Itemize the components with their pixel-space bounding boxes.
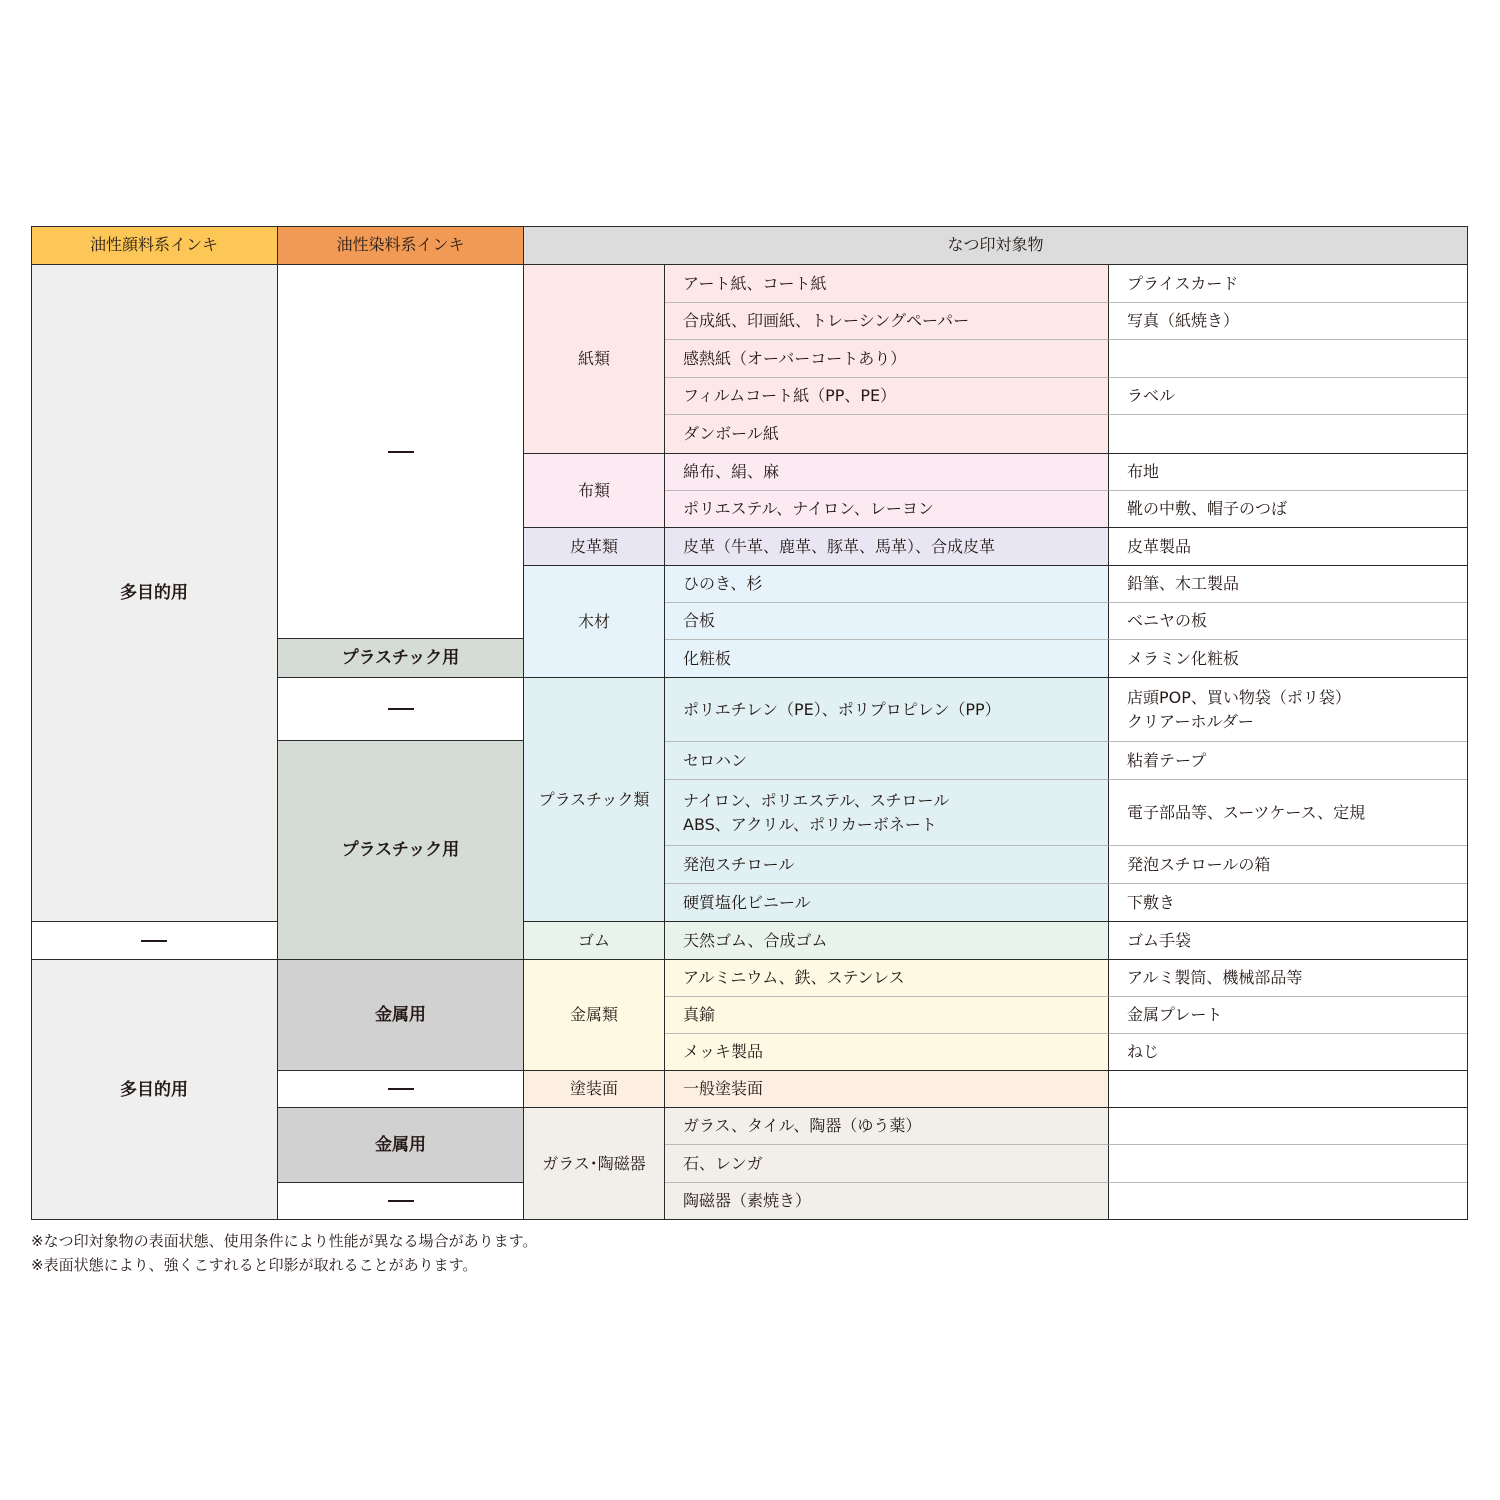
example-cell xyxy=(1109,678,1468,742)
example-cell: 靴の中敷、帽子のつば xyxy=(1109,491,1468,528)
header-dye-ink: 油性染料系インキ xyxy=(278,226,524,265)
category-rubber: ゴム xyxy=(524,922,665,960)
example-cell xyxy=(1109,340,1468,378)
footnotes xyxy=(31,1229,537,1277)
material-cell: セロハン xyxy=(665,742,1109,780)
example-cell: ラベル xyxy=(1109,378,1468,415)
pigment-none xyxy=(31,922,278,960)
pigment-multipurpose-2: 多目的用 xyxy=(31,960,278,1220)
category-painted: 塗装面 xyxy=(524,1071,665,1108)
example-cell: ゴム手袋 xyxy=(1109,922,1468,960)
example-cell: 鉛筆、木工製品 xyxy=(1109,566,1468,603)
material-cell: 感熱紙（オーバーコートあり） xyxy=(665,340,1109,378)
category-plastic: プラスチック類 xyxy=(524,678,665,922)
dye-metal-use-2: 金属用 xyxy=(278,1108,524,1183)
example-cell: プライスカード xyxy=(1109,265,1468,303)
material-cell: ガラス、タイル、陶器（ゆう薬） xyxy=(665,1108,1109,1145)
material-cell: 合成紙、印画紙、トレーシングペーパー xyxy=(665,303,1109,340)
footnote: ※なつ印対象物の表面状態、使用条件により性能が異なる場合があります。 xyxy=(31,1232,538,1250)
pigment-multipurpose-1: 多目的用 xyxy=(31,265,278,922)
material-cell: 一般塗装面 xyxy=(665,1071,1109,1108)
example-cell xyxy=(1109,1145,1468,1183)
dash-mark xyxy=(141,940,167,942)
material-cell xyxy=(665,780,1109,846)
dye-none-2 xyxy=(278,678,524,741)
dash-mark xyxy=(388,1200,414,1202)
example-cell: 写真（紙焼き） xyxy=(1109,303,1468,340)
example-cell: 発泡スチロールの箱 xyxy=(1109,846,1468,884)
category-glass-ceramics: ガラス･陶磁器 xyxy=(524,1108,665,1220)
ink-compatibility-table xyxy=(31,226,1468,1220)
material-cell: ポリエチレン（PE）、ポリプロピレン（PP） xyxy=(665,678,1109,742)
material-cell: アート紙、コート紙 xyxy=(665,265,1109,303)
example-cell: 粘着テープ xyxy=(1109,742,1468,780)
example-cell: 皮革製品 xyxy=(1109,528,1468,566)
example-cell: ねじ xyxy=(1109,1034,1468,1071)
material-cell: 皮革（牛革、鹿革、豚革、馬革）、合成皮革 xyxy=(665,528,1109,566)
category-paper: 紙類 xyxy=(524,265,665,454)
header-target: なつ印対象物 xyxy=(524,226,1468,265)
footnote: ※表面状態により、強くこすれると印影が取れることがあります。 xyxy=(31,1256,478,1274)
example-cell xyxy=(1109,1108,1468,1145)
dash-mark xyxy=(388,451,414,453)
material-cell: アルミニウム、鉄、ステンレス xyxy=(665,960,1109,997)
material-cell: 石、レンガ xyxy=(665,1145,1109,1183)
material-cell: ポリエステル、ナイロン、レーヨン xyxy=(665,491,1109,528)
dye-plastic-use-1: プラスチック用 xyxy=(278,639,524,678)
material-cell: ダンボール紙 xyxy=(665,415,1109,454)
category-leather: 皮革類 xyxy=(524,528,665,566)
example-cell: ベニヤの板 xyxy=(1109,603,1468,640)
dye-metal-use-1: 金属用 xyxy=(278,960,524,1071)
dash-mark xyxy=(388,708,414,710)
material-line: ナイロン、ポリエステル、スチロール xyxy=(683,790,950,810)
material-cell: 合板 xyxy=(665,603,1109,640)
category-cloth: 布類 xyxy=(524,454,665,528)
material-cell: 化粧板 xyxy=(665,640,1109,678)
material-cell: 真鍮 xyxy=(665,997,1109,1034)
dash-mark xyxy=(388,1088,414,1090)
material-cell: 綿布、絹、麻 xyxy=(665,454,1109,491)
example-cell xyxy=(1109,1071,1468,1108)
header-pigment-ink: 油性顔料系インキ xyxy=(31,226,278,265)
material-cell: メッキ製品 xyxy=(665,1034,1109,1071)
material-cell: 硬質塩化ビニール xyxy=(665,884,1109,922)
example-cell xyxy=(1109,415,1468,454)
example-line: クリアーホルダー xyxy=(1127,711,1254,731)
example-cell: 金属プレート xyxy=(1109,997,1468,1034)
material-cell: フィルムコート紙（PP、PE） xyxy=(665,378,1109,415)
material-line: ABS、アクリル、ポリカーボネート xyxy=(683,814,937,834)
category-metal: 金属類 xyxy=(524,960,665,1071)
dye-none-4 xyxy=(278,1183,524,1220)
material-cell: ひのき、杉 xyxy=(665,566,1109,603)
example-cell: メラミン化粧板 xyxy=(1109,640,1468,678)
material-cell: 陶磁器（素焼き） xyxy=(665,1183,1109,1220)
material-cell: 天然ゴム、合成ゴム xyxy=(665,922,1109,960)
example-line: 店頭POP、買い物袋（ポリ袋） xyxy=(1127,687,1351,707)
example-cell: アルミ製筒、機械部品等 xyxy=(1109,960,1468,997)
dye-none-1 xyxy=(278,265,524,639)
example-cell: 電子部品等、スーツケース、定規 xyxy=(1109,780,1468,846)
example-cell xyxy=(1109,1183,1468,1220)
material-cell: 発泡スチロール xyxy=(665,846,1109,884)
example-cell: 下敷き xyxy=(1109,884,1468,922)
dye-none-3 xyxy=(278,1071,524,1108)
dye-plastic-use-2: プラスチック用 xyxy=(278,741,524,960)
category-wood: 木材 xyxy=(524,566,665,678)
example-cell: 布地 xyxy=(1109,454,1468,491)
